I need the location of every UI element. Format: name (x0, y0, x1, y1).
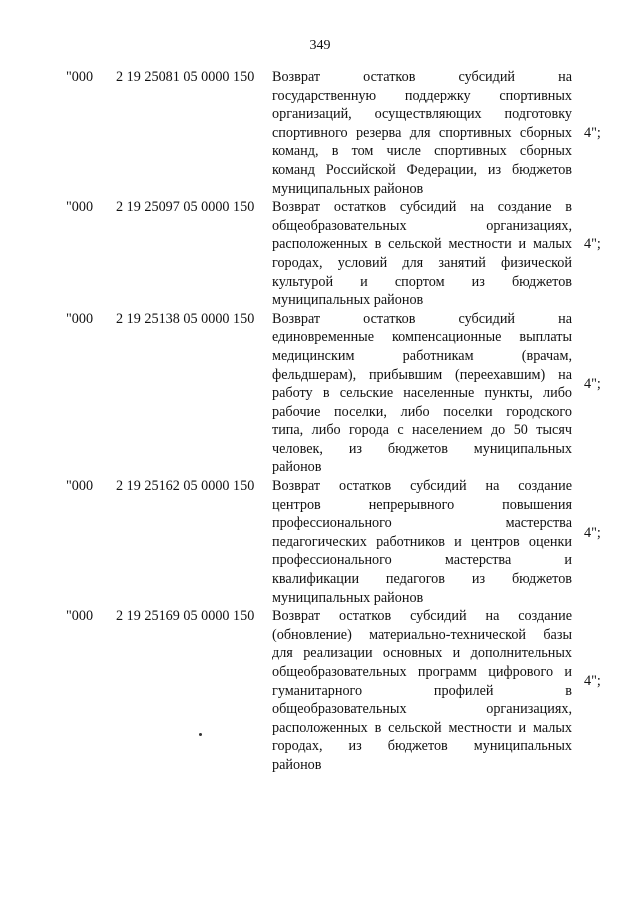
budget-code-table (0, 68, 640, 775)
budget-code: 2 19 25138 05 0000 150 (116, 310, 255, 327)
row-prefix: "000 (66, 310, 94, 327)
description-line: команд Российской Федерации, из бюджетов (272, 161, 572, 178)
description-line: спортивного резерва для спортивных сборных (272, 124, 572, 141)
description-line: центров непрерывного повышения (272, 496, 572, 513)
row-description (272, 198, 572, 310)
description-line: общеобразовательных организациях, (272, 217, 572, 234)
description-line: Возврат остатков субсидий на создание (272, 608, 572, 625)
budget-code: 2 19 25169 05 0000 150 (116, 608, 255, 625)
description-line: расположенных в сельской местности и малых (272, 719, 572, 736)
description-line: типа, либо города с населением до 50 тысяч (272, 422, 572, 439)
row-closing-mark: 4"; (584, 375, 601, 392)
description-line: общеобразовательных программ цифрового и (272, 664, 572, 680)
description-line: муниципальных районов (272, 292, 424, 309)
table-row (0, 607, 640, 774)
description-line: рабочие поселки, либо поселки городского (272, 403, 572, 420)
row-description (272, 477, 572, 607)
description-line: человек, из бюджетов муниципальных (272, 440, 572, 457)
description-line: общеобразовательных организациях, (272, 701, 572, 718)
scan-speck (199, 733, 202, 736)
row-description (272, 607, 572, 774)
description-line: фельдшерам), прибывшим (переехавшим) на (272, 366, 572, 383)
description-line: Возврат остатков субсидий на создание (272, 478, 572, 495)
page-number: 349 (309, 38, 331, 53)
description-line: работу в сельские населенные пункты, либо (272, 385, 572, 402)
row-closing-mark: 4"; (584, 236, 601, 253)
row-closing-mark: 4"; (584, 524, 601, 541)
table-row (0, 310, 640, 477)
row-prefix: "000 (66, 199, 94, 216)
description-line: квалификации педагогов из бюджетов (272, 571, 572, 588)
description-line: медицинским работникам (врачам, (272, 347, 572, 364)
description-line: гуманитарного профилей в (272, 682, 572, 699)
row-description (272, 68, 572, 198)
budget-code: 2 19 25162 05 0000 150 (116, 478, 255, 495)
description-line: районов (272, 756, 322, 773)
row-prefix: "000 (66, 69, 94, 85)
description-line: расположенных в сельской местности и малых (272, 236, 572, 253)
description-line: (обновление) материально-технической базы (272, 626, 572, 643)
budget-code: 2 19 25081 05 0000 150 (116, 69, 255, 85)
description-line: Возврат остатков субсидий на (272, 310, 572, 327)
description-line: педагогических работников и центров оценки (272, 533, 572, 550)
description-line: городах, условий для занятий физической (272, 254, 572, 271)
description-line: для реализации основных и дополнительных (272, 645, 572, 662)
description-line: городах, из бюджетов муниципальных (272, 738, 572, 755)
description-line: организаций, осуществляющих подготовку (272, 106, 572, 123)
row-prefix: "000 (66, 478, 94, 495)
row-closing-mark: 4"; (584, 124, 601, 141)
row-prefix: "000 (66, 608, 94, 625)
description-line: профессионального мастерства и (272, 552, 572, 569)
description-line: государственную поддержку спортивных (272, 87, 572, 104)
description-line: районов (272, 459, 322, 476)
description-line: Возврат остатков субсидий на создание в (272, 199, 572, 216)
description-line: Возврат остатков субсидий на (272, 69, 572, 85)
description-line: культурой и спортом из бюджетов (272, 273, 572, 290)
table-row (0, 477, 640, 607)
description-line: муниципальных районов (272, 589, 424, 606)
description-line: единовременные компенсационные выплаты (272, 329, 572, 346)
row-description (272, 310, 572, 477)
description-line: команд, в том числе спортивных сборных (272, 143, 572, 160)
budget-code: 2 19 25097 05 0000 150 (116, 199, 255, 216)
table-row (0, 68, 640, 198)
row-closing-mark: 4"; (584, 673, 601, 690)
description-line: муниципальных районов (272, 180, 424, 197)
description-line: профессионального мастерства (272, 515, 572, 532)
table-row (0, 198, 640, 310)
